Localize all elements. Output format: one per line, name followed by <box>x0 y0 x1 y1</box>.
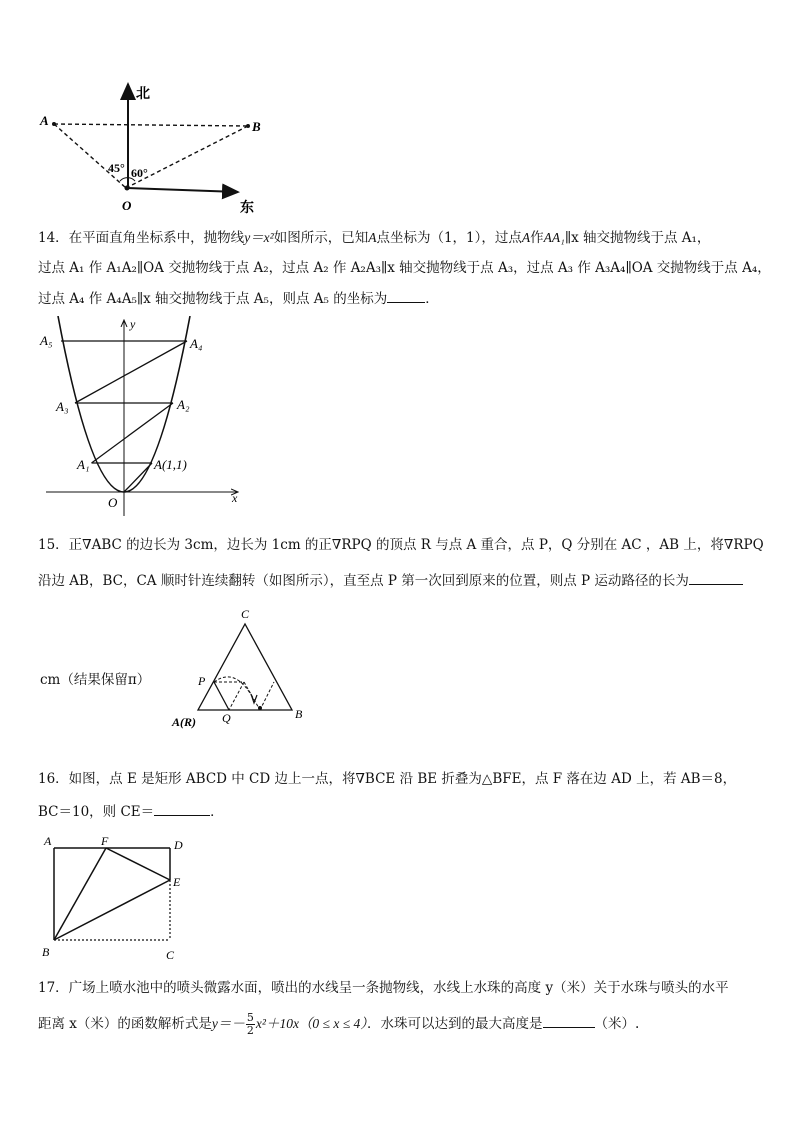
label-c: C <box>241 607 250 621</box>
label-q: Q <box>222 711 231 725</box>
label-y: y <box>130 317 136 331</box>
label-ar: A(R) <box>172 715 196 729</box>
q17-line2: 距离 x（米）的函数解析式是y＝－ $\frac{5}{2}$ x²＋10x（0 ≤ x ≤ 4）．水珠可以达到的最大高度是 （米）. <box>38 1011 640 1037</box>
label-b: B <box>252 119 261 134</box>
label-a3: A₃ <box>56 399 69 414</box>
q14-answer-blank[interactable] <box>387 288 425 303</box>
label-a: A(1,1) <box>154 457 187 472</box>
q15-answer-blank[interactable] <box>689 570 743 585</box>
label-b: B <box>42 945 50 959</box>
label-east: 东 <box>240 201 254 216</box>
segment-oa <box>54 124 126 188</box>
parabola-figure <box>38 316 248 521</box>
q16-line1: 16．如图，点 E 是矩形 ABCD 中 CD 边上一点，将∇BCE 沿 BE 折叠为△BFE，点 F 落在边 AD 上，若 AB＝8， <box>38 771 737 787</box>
fraction-5-2: $\frac{5}{2}$ <box>246 1011 254 1037</box>
label-o: O <box>122 198 132 213</box>
label-45: 45° <box>108 161 125 175</box>
q16-line2: BC＝10，则 CE＝ ． <box>38 801 224 822</box>
compass-figure <box>30 78 270 218</box>
label-p: P <box>198 674 206 688</box>
rectangle-fold-figure <box>38 832 198 962</box>
q14-line1: 14．在平面直角坐标系中，抛物线y＝x²如图所示，已知A点坐标为（1，1），过点A作AA₁∥x 轴交抛物线于点 A₁， <box>38 230 711 246</box>
segment-a3-a4 <box>75 341 187 403</box>
label-b: B <box>295 707 303 721</box>
triangle-roll-figure <box>168 604 318 732</box>
label-o: O <box>108 495 118 510</box>
label-f: F <box>101 834 109 848</box>
label-a5: A₅ <box>40 333 53 348</box>
q15-line3: cm（结果保留π） <box>40 672 151 688</box>
segment-ab <box>54 124 248 126</box>
segment-pq <box>214 682 229 710</box>
label-a: A <box>40 113 49 128</box>
q15-line1: 15．正∇ABC 的边长为 3cm，边长为 1cm 的正∇RPQ 的顶点 R 与点 A 重合，点 P，Q 分别在 AC ，AB 上，将∇RPQ <box>38 537 764 553</box>
q14-line3: 过点 A₄ 作 A₄A₅∥x 轴交抛物线于点 A₅，则点 A₅ 的坐标为 ． <box>38 288 439 309</box>
q14-line2: 过点 A₁ 作 A₁A₂∥OA 交抛物线于点 A₂，过点 A₂ 作 A₂A₃∥x 轴交抛物线于点 A₃，过点 A₃ 作 A₃A₄∥OA 交抛物线于点 A₄， <box>38 260 771 276</box>
label-x: x <box>232 491 238 505</box>
q17-line1: 17．广场上喷水池中的喷头微露水面，喷出的水线呈一条抛物线，水线上水珠的高度 y（米）关于水珠与喷头的水平 <box>38 980 729 996</box>
label-a2: A₂ <box>177 397 190 412</box>
q17-answer-blank[interactable] <box>543 1013 595 1028</box>
label-c: C <box>166 948 175 962</box>
label-60: 60° <box>131 166 148 180</box>
label-north: 北 <box>136 87 150 102</box>
east-axis <box>126 188 238 192</box>
label-d: D <box>174 838 183 852</box>
segment-fe <box>106 848 170 880</box>
triangle-abc <box>198 624 292 710</box>
q15-line2: 沿边 AB，BC，CA 顺时针连续翻转（如图所示），直至点 P 第一次回到原来的位置，则点 P 运动路径的长为 <box>38 570 743 591</box>
label-a1: A₁ <box>77 457 90 472</box>
segment-oa <box>124 463 152 492</box>
segment-a1-a2 <box>92 403 174 463</box>
q16-answer-blank[interactable] <box>154 801 210 816</box>
label-a: A <box>44 834 52 848</box>
label-e: E <box>173 875 181 889</box>
label-a4: A₄ <box>190 336 203 351</box>
